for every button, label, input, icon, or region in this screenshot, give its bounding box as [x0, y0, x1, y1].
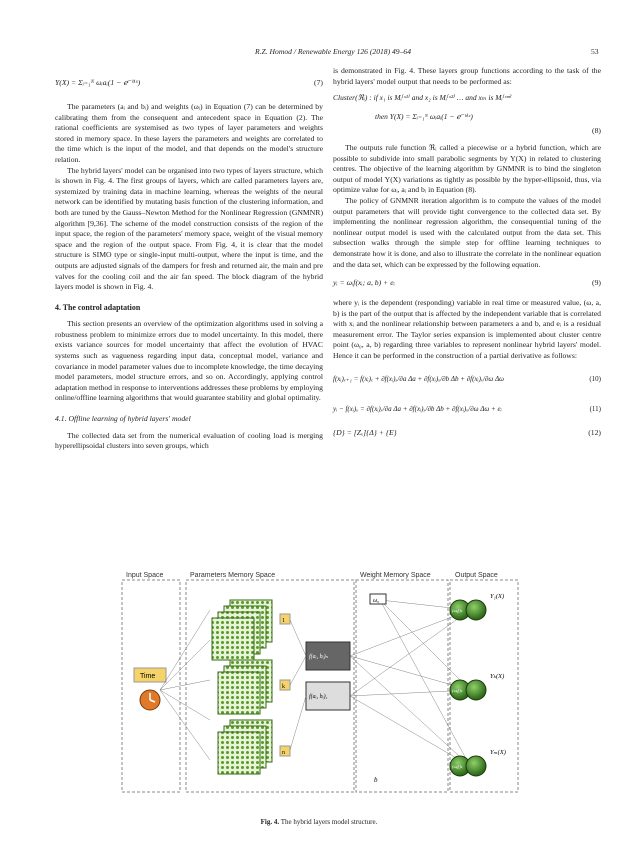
- page-number: 53: [591, 47, 599, 56]
- equation-10: [333, 366, 601, 392]
- equation-9: [333, 274, 601, 294]
- paragraph: This section presents an overview of the optimization algorithms used in solving a robustness problem to minimize errors due to model uncertainty. In this model, there exists variance sources for model uncertainty that affect the evolution of HVAC systems such as vagueness regarding input data, conceptual model, variance and covariance in model parameter values due to incomplete knowledge, the time decaying model parameters, model structure errors, and so on. Accordingly, applying control adaptation method in response to interventions addresses these problems by employing online/offline learning algorithms that would guarantee stability and global optimality.: [55, 319, 323, 403]
- eq9-number: (9): [592, 278, 601, 288]
- node-label: (ωᵢfᵢ)ₖ: [452, 608, 463, 613]
- eq7-expression: Y(X) = Σᵢ₌₁ᴺ ωᵢaᵢ(1 − ℯ⁻ᵇⁱˣ): [55, 78, 141, 87]
- output-label-m: Yₘ(X): [490, 749, 506, 756]
- eq8-line1: Cluster(ℜᵢ) : if x₁ is Mᵢ⁽ˣ¹⁾ and x₂ is Mᵢ⁽ˣ²⁾ … and xₘ is Mᵢ⁽ˣᵐ⁾: [333, 93, 512, 103]
- figure-caption: [0, 818, 638, 826]
- f-label-n: f(aᵢ, bᵢ)ₙ: [309, 654, 328, 660]
- params-space-label: Parameters Memory Space: [190, 572, 276, 579]
- f-label-1: f(aᵢ, bᵢ)₁: [309, 694, 328, 700]
- eq10-expression: f(xᵢ)ₓ₊₁ = f(xᵢ)ₓ + ∂f(xᵢ)ₓ/∂a Δa + ∂f(xᵢ)ₓ/∂b Δb + ∂f(xᵢ)ₓ/∂ω Δω: [333, 374, 504, 383]
- paragraph: The collected data set from the numerical evaluation of cooling load is merging hyperellipsoidal clusters into seven groups, which: [55, 430, 323, 451]
- hybrid-layers-figure: [120, 570, 520, 802]
- output-space-label: Output Space: [455, 572, 498, 579]
- eq8-line2: then Y(X) = Σᵢ₌₁ᴺ ωᵢaᵢ(1 − ℯ⁻ᵇⁱˣ): [375, 111, 473, 121]
- eq7-number: (7): [314, 78, 323, 87]
- eq11-number: (11): [589, 404, 601, 413]
- eq10-number: (10): [589, 374, 601, 383]
- node-label: (ωᵢfᵢ)ₖ: [452, 688, 463, 693]
- w0-label: ω₀: [373, 598, 380, 604]
- layer-label-n: n: [282, 750, 285, 756]
- layer-stack-k: [218, 660, 272, 714]
- output-label-1: Y₁(X): [490, 593, 505, 600]
- right-column: [333, 66, 601, 448]
- paragraph: The parameters (aᵢ and bᵢ) and weights (ωᵢ) in Equation (7) can be determined by calibrating them from the consequent and antecedent space in Equation (2). The rational coefficients are systemised as two types of layer parameters and weights stored in memory space. In these layers the parameters and weights are correlated to the time which is the input of the model, and that depends on the model's structure relation.: [55, 102, 323, 164]
- input-space-label: Input Space: [126, 572, 164, 579]
- eq9-expression: yᵢ = ωᵢf(xᵢ; a, b) + eᵢ: [333, 278, 395, 288]
- layer-stack-n: [218, 720, 272, 774]
- b-label: b: [374, 776, 378, 784]
- paragraph: The hybrid layers' model can be organised into two types of layers structure, which is shown in Fig. 4. The first groups of layers, which are called parameters layers are, systemized by training data in machine learning, whereas the weights of the neural network can be identified by mutating basis function of the clustering information, and both are tuned by the Gauss–Newton Method for the Nonlinear Regression (GNMNR) algorithm [9,36]. The scheme of the model construction consists of the region of the input space, the region of the parameters' memory space, weight of the visual memory space and the region of the output space. From Fig. 4, it is clear that the model structure is SIMO type or single-input multi-output, where the input is time, and the outputs are adjusted signals of the dampers for fresh and returned air, the main and pre valves for the cooling coil and the air fan speed. The block diagram of the hybrid layers model is shown in Fig. 4.: [55, 165, 323, 292]
- equation-12: [333, 426, 601, 444]
- paragraph: The outputs rule function ℜᵢ called a piecewise or a hybrid function, which are possible to subdivide into small parabolic segments by Y(X) in related to clustering centres. The objective of the learning algorithm by GNMNR is to bind the singleton output of model Y(X) variations as tightly as possible by the hyper-ellipsoid, thus, via optimize value for ωᵢ, aᵢ and bᵢ in Equation (8).: [333, 142, 601, 195]
- subsection-heading: 4.1. Offline learning of hybrid layers' model: [55, 414, 191, 424]
- weight-space-label: Weight Memory Space: [360, 572, 431, 579]
- paragraph: The policy of GNMNR iteration algorithm is to compute the values of the model output parameters that will provide tight convergence to the collected data set. By implementing the nonlinear regression algorithm, the consequential tuning of the nonlinear output model is used with the calculated output from the data set. This subsection walks through the simple step for offline learning techniques to demonstrate how it is done, and also to illustrate the correlate in the nonlinear equation and the data set, which can be expressed by the following equation.: [333, 195, 601, 269]
- eq11-expression: yᵢ − f(xᵢ)ₓ = ∂f(xᵢ)ₓ/∂a Δa + ∂f(xᵢ)ₓ/∂b Δb + ∂f(xᵢ)ₓ/∂ω Δω + eᵢ: [333, 404, 502, 413]
- layer-label-1: 1: [282, 618, 285, 624]
- eq12-expression: {D} = [Zₓ]{Δ} + {E}: [333, 427, 397, 437]
- layer-label-k: k: [282, 684, 285, 690]
- output-label-k: Yₖ(X): [490, 673, 505, 680]
- paragraph: where yᵢ is the dependent (responding) variable in real time or measured value, (ω, a, b) is the part of the output that is affected by the independent variable that is correlated with xᵢ and the nonlinear relationship between parameters a and b, and eᵢ is a residual measurement error. The Taylor series expansion is implemented about cluster centre point (ω₀, a, b) regarding three variables to represent nonlinear hybrid layers' model. Hence it can be performed in the construction of a partial derivative as follows:: [333, 298, 601, 361]
- section-heading: 4. The control adaptation: [55, 302, 141, 312]
- equation-7: [55, 70, 323, 98]
- caption-text: The hybrid layers model structure.: [280, 818, 378, 826]
- left-column: [55, 66, 323, 452]
- equation-11: [333, 396, 601, 422]
- node-label: (ωᵢfᵢ)ₖ: [452, 764, 463, 769]
- paragraph: is demonstrated in Fig. 4. These layers group functions according to the task of the hybrid layers' model output that needs to be performed as:: [333, 66, 601, 86]
- eq12-number: (12): [588, 427, 601, 437]
- eq8-number: (8): [592, 126, 601, 136]
- journal-ref: R.Z. Homod / Renewable Energy 126 (2018) 49–64: [255, 47, 411, 56]
- caption-fig-number: Fig. 4.: [260, 818, 280, 826]
- time-label: Time: [140, 673, 156, 680]
